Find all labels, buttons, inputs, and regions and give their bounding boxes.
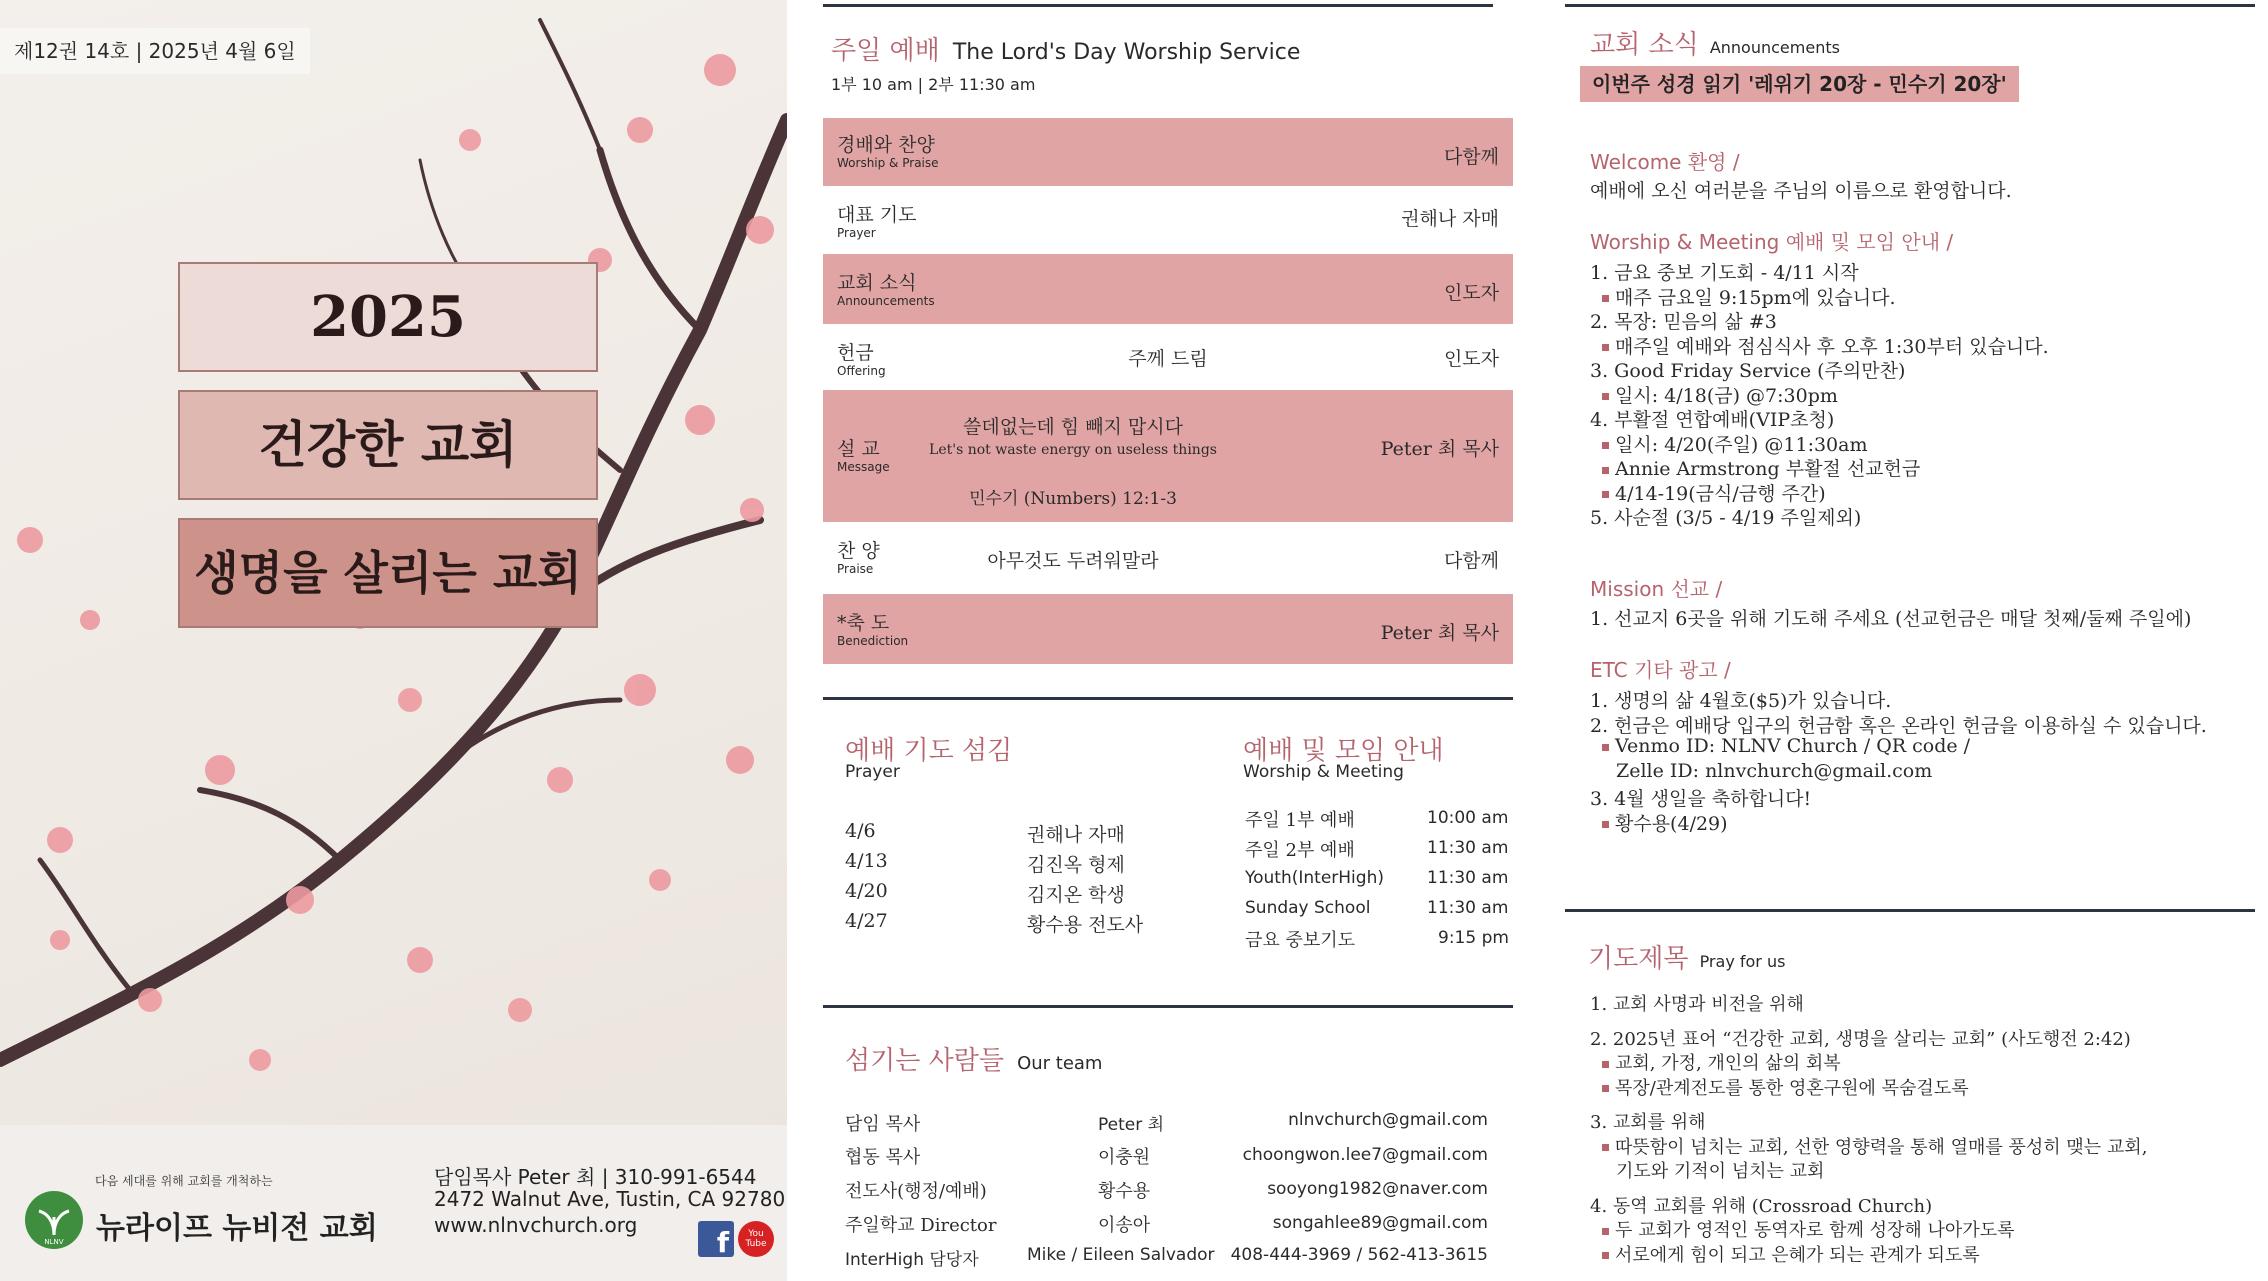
list-line	[1616, 1157, 1824, 1183]
order-leader: Peter 최 목사	[1380, 622, 1499, 644]
prayer-service-title: 예배 기도 섬김	[845, 736, 1013, 766]
team-role: 담임 목사	[845, 1114, 921, 1135]
worship-panel	[787, 0, 1528, 1281]
bullet-square-icon	[1602, 1144, 1609, 1151]
line-text: 일시: 4/20(주일) @11:30am	[1615, 433, 1868, 456]
line-text: Zelle ID: nlnvchurch@gmail.com	[1616, 759, 1933, 782]
line-text: Annie Armstrong 부활절 선교헌금	[1615, 458, 1921, 480]
team-contact[interactable]: choongwon.lee7@gmail.com	[1242, 1145, 1488, 1165]
line-text: 4/14-19(금식/금행 주간)	[1615, 482, 1826, 505]
cover-title-year-text: 2025	[310, 284, 466, 350]
facebook-icon[interactable]: f	[698, 1221, 734, 1257]
cover-title-line3-text: 생명을 살리는 교회	[194, 546, 582, 600]
line-text: 서로에게 힘이 되고 은혜가 되는 관계가 되도록	[1615, 1244, 1980, 1266]
prayer-divider	[1565, 909, 2255, 912]
team-name: 이송아	[1098, 1215, 1151, 1236]
prayer-name: 김진옥 형제	[1027, 854, 1125, 876]
issue-date: 제12권 14호 | 2025년 4월 6일	[0, 28, 310, 74]
team-contact[interactable]: sooyong1982@naver.com	[1267, 1179, 1488, 1199]
sermon-title-en: Let's not waste energy on useless things	[929, 442, 1217, 458]
line-text: 1. 금요 중보 기도회 - 4/11 시작	[1590, 262, 1859, 284]
order-leader: 인도자	[1443, 282, 1499, 304]
order-row	[823, 254, 1513, 324]
cover-title-year	[178, 262, 598, 372]
order-ko: 대표 기도	[837, 204, 917, 226]
tagline: 다음 세대를 위해 교회를 개척하는	[95, 1174, 273, 1188]
line-text: 매주일 예배와 점심식사 후 오후 1:30부터 있습니다.	[1615, 335, 2049, 358]
line-text: 교회, 가정, 개인의 삶의 회복	[1615, 1053, 1841, 1074]
bullet-square-icon	[1602, 1085, 1609, 1092]
prayer-date: 4/13	[845, 850, 888, 872]
order-en: Benediction	[837, 634, 909, 648]
order-ko: 설 교	[837, 438, 880, 460]
bullet-square-icon	[1602, 344, 1609, 351]
list-line	[1616, 760, 1932, 782]
bullet-line	[1602, 735, 1970, 757]
line-text: 3. Good Friday Service (주의만찬)	[1590, 360, 1906, 382]
cover-title-line2-text: 건강한 교회	[258, 415, 518, 474]
bullet-line	[1602, 430, 1868, 457]
order-leader: 인도자	[1443, 348, 1499, 370]
bible-reading-banner: 이번주 성경 읽기 '레위기 20장 - 민수기 20장'	[1580, 66, 2019, 102]
order-row	[823, 118, 1513, 186]
team-contact[interactable]: nlnvchurch@gmail.com	[1288, 1110, 1488, 1130]
order-ko: 찬 양	[837, 540, 880, 562]
top-divider	[1565, 4, 2255, 7]
order-leader: 권해나 자매	[1401, 208, 1499, 230]
cover-footer	[0, 1125, 787, 1281]
team-name: Mike / Eileen Salvador	[1027, 1245, 1215, 1265]
prayer-topics-title-en: Pray for us	[1699, 952, 1786, 971]
list-line	[1590, 784, 1811, 811]
order-leader: 다함께	[1443, 146, 1499, 168]
order-row	[823, 594, 1513, 664]
cover-title-line2	[178, 390, 598, 500]
order-row	[823, 390, 1513, 522]
meeting-time: 11:30 am	[1427, 898, 1509, 918]
meeting-name: 주일 2부 예배	[1245, 840, 1355, 861]
team-role: 주일학교 Director	[845, 1215, 997, 1236]
line-text: 2. 2025년 표어 “건강한 교회, 생명을 살리는 교회” (사도행전 2:42)	[1590, 1028, 2131, 1050]
line-text: 매주 금요일 9:15pm에 있습니다.	[1615, 286, 1896, 309]
prayer-name: 황수용 전도사	[1027, 914, 1144, 936]
order-leader: Peter 최 목사	[1380, 438, 1499, 460]
bullet-square-icon	[1602, 821, 1609, 828]
order-row	[823, 522, 1513, 594]
line-text: 2. 헌금은 예배당 입구의 헌금함 혹은 온라인 헌금을 이용하실 수 있습니다.	[1590, 714, 2207, 737]
meeting-time: 9:15 pm	[1438, 928, 1509, 948]
team-name: 이충원	[1098, 1147, 1151, 1168]
prayer-date: 4/6	[845, 820, 876, 842]
team-name: Peter 최	[1098, 1115, 1165, 1135]
line-text: 일시: 4/18(금) @7:30pm	[1615, 384, 1838, 407]
prayer-date: 4/27	[845, 910, 888, 932]
etc-heading: ETC 기타 광고 /	[1590, 658, 1731, 682]
welcome-heading: Welcome 환영 /	[1590, 150, 1740, 174]
order-ko: 교회 소식	[837, 272, 917, 294]
prayer-topics-title-ko: 기도제목	[1588, 944, 1689, 974]
bullet-line	[1602, 479, 1826, 506]
line-text: 1. 교회 사명과 비전을 위해	[1590, 994, 1804, 1015]
bullet-square-icon	[1602, 1252, 1609, 1259]
website-link[interactable]: www.nlnvchurch.org	[434, 1213, 638, 1237]
list-line	[1590, 1025, 2131, 1051]
bullet-line	[1602, 1216, 2014, 1242]
team-divider	[823, 1005, 1513, 1008]
logo-text: NLNV	[44, 1238, 64, 1246]
team-role: InterHigh 담당자	[845, 1250, 979, 1270]
order-ko: 헌금	[837, 342, 874, 364]
team-role: 협동 목사	[845, 1147, 921, 1168]
order-en: Offering	[837, 364, 886, 378]
order-en: Worship & Praise	[837, 156, 939, 170]
cover-panel	[0, 0, 787, 1281]
contact-pastor-phone: 담임목사 Peter 최 | 310-991-6544	[434, 1165, 757, 1189]
prayer-topics-title	[1588, 938, 1785, 975]
line-text: 목장/관계전도를 통한 영혼구원에 목숨걸도록	[1615, 1077, 1969, 1099]
sermon-title: 쓸데없는데 힘 빼지 맙시다	[962, 416, 1183, 438]
list-line	[1590, 307, 1777, 334]
list-line	[1590, 1108, 1706, 1134]
top-divider	[823, 4, 1493, 7]
team-contact[interactable]: songahlee89@gmail.com	[1272, 1213, 1488, 1233]
mission-text: 1. 선교지 6곳을 위해 기도해 주세요 (선교헌금은 매달 첫째/둘째 주일에)	[1590, 608, 2192, 630]
contact-address: 2472 Walnut Ave, Tustin, CA 92780	[434, 1187, 786, 1211]
order-en: Message	[837, 460, 890, 474]
bullet-square-icon	[1602, 393, 1609, 400]
meetings-subtitle: Worship & Meeting	[1243, 762, 1404, 782]
bullet-line	[1602, 332, 2049, 359]
list-line	[1590, 503, 1861, 530]
bullet-line	[1602, 809, 1728, 836]
line-text: 5. 사순절 (3/5 - 4/19 주일제외)	[1590, 507, 1862, 529]
prayer-name: 권해나 자매	[1027, 824, 1125, 846]
order-item: 주께 드림	[1128, 348, 1208, 370]
team-contact[interactable]: 408-444-3969 / 562-413-3615	[1230, 1245, 1488, 1265]
order-item: 아무것도 두려워말라	[987, 550, 1159, 572]
announcements-title-ko: 교회 소식	[1590, 30, 1699, 60]
team-role: 전도사(행정/예배)	[845, 1181, 987, 1202]
line-text: Venmo ID: NLNV Church / QR code /	[1615, 735, 1971, 757]
bullet-square-icon	[1602, 467, 1609, 474]
announcements-title	[1590, 24, 1840, 61]
meeting-name: Sunday School	[1245, 898, 1371, 918]
sermon-scripture: 민수기 (Numbers) 12:1-3	[969, 489, 1177, 509]
bullet-line	[1602, 381, 1838, 408]
prayer-service-subtitle: Prayer	[845, 762, 900, 782]
line-text: 2. 목장: 믿음의 삶 #3	[1590, 311, 1777, 333]
list-line	[1590, 1192, 1932, 1218]
announcements-title-en: Announcements	[1709, 38, 1840, 57]
bullet-square-icon	[1602, 491, 1609, 498]
meeting-time: 11:30 am	[1427, 868, 1509, 888]
bullet-line	[1602, 1241, 1980, 1267]
bullet-square-icon	[1602, 744, 1609, 751]
worship-title-en: The Lord's Day Worship Service	[952, 40, 1301, 65]
bullet-line	[1602, 1133, 2147, 1159]
worship-title-ko: 주일 예배	[831, 36, 940, 66]
line-text: 3. 4월 생일을 축하합니다!	[1590, 788, 1812, 810]
mid-divider	[823, 697, 1513, 700]
bullet-square-icon	[1602, 1061, 1609, 1068]
list-line	[1590, 686, 1891, 713]
list-line	[1590, 711, 2207, 738]
bullet-square-icon	[1602, 442, 1609, 449]
meeting-name: 주일 1부 예배	[1245, 810, 1355, 831]
list-line	[1590, 990, 1804, 1016]
line-text: 기도와 기적이 넘치는 교회	[1616, 1161, 1825, 1182]
order-ko: *축 도	[837, 612, 890, 634]
line-text: 두 교회가 영적인 동역자로 함께 성장해 나아가도록	[1615, 1220, 2015, 1241]
line-text: 따뜻함이 넘치는 교회, 선한 영향력을 통해 열매를 풍성히 맺는 교회,	[1615, 1136, 2148, 1158]
line-text: 4. 동역 교회를 위해 (Crossroad Church)	[1590, 1195, 1933, 1217]
meeting-name: Youth(InterHigh)	[1245, 868, 1384, 888]
cover-title-line3	[178, 518, 598, 628]
cherry-blossom-branch-illustration	[0, 0, 787, 1281]
order-en: Prayer	[837, 226, 876, 240]
meeting-time: 10:00 am	[1427, 808, 1509, 828]
meeting-time: 11:30 am	[1427, 838, 1509, 858]
bullet-line	[1602, 1049, 1841, 1075]
worship-times: 1부 10 am | 2부 11:30 am	[831, 75, 1036, 94]
youtube-icon[interactable]: You Tube	[738, 1221, 774, 1257]
prayer-date: 4/20	[845, 880, 888, 902]
meeting-name: 금요 중보기도	[1245, 930, 1356, 951]
worship-title	[831, 30, 1300, 67]
order-leader: 다함께	[1443, 550, 1499, 572]
list-line	[1590, 356, 1905, 383]
worship-heading: Worship & Meeting 예배 및 모임 안내 /	[1590, 230, 1954, 254]
list-line	[1590, 258, 1859, 285]
team-name: 황수용	[1098, 1181, 1151, 1202]
order-en: Announcements	[837, 294, 935, 308]
line-text: 황수용(4/29)	[1615, 812, 1728, 835]
order-row	[823, 324, 1513, 390]
line-text: 4. 부활절 연합예배(VIP초청)	[1590, 409, 1835, 431]
mission-heading: Mission 선교 /	[1590, 577, 1723, 601]
bullet-line	[1602, 454, 1920, 481]
list-line	[1590, 405, 1834, 432]
team-title-en: Our team	[1017, 1053, 1103, 1074]
team-title-ko: 섬기는 사람들	[845, 1046, 1004, 1076]
bullet-line	[1602, 1074, 1969, 1100]
order-en: Praise	[837, 562, 874, 576]
bullet-square-icon	[1602, 295, 1609, 302]
order-row	[823, 186, 1513, 254]
meetings-title: 예배 및 모임 안내	[1243, 736, 1444, 766]
bullet-line	[1602, 283, 1896, 310]
line-text: 3. 교회를 위해	[1590, 1112, 1706, 1133]
order-ko: 경배와 찬양	[837, 134, 935, 156]
bullet-square-icon	[1602, 1228, 1609, 1235]
line-text: 1. 생명의 삶 4월호($5)가 있습니다.	[1590, 690, 1892, 712]
church-name: 뉴라이프 뉴비전 교회	[96, 1211, 378, 1246]
team-title	[845, 1040, 1102, 1077]
prayer-name: 김지온 학생	[1027, 884, 1125, 906]
church-logo-icon	[25, 1191, 83, 1249]
welcome-text: 예배에 오신 여러분을 주님의 이름으로 환영합니다.	[1590, 180, 2012, 202]
